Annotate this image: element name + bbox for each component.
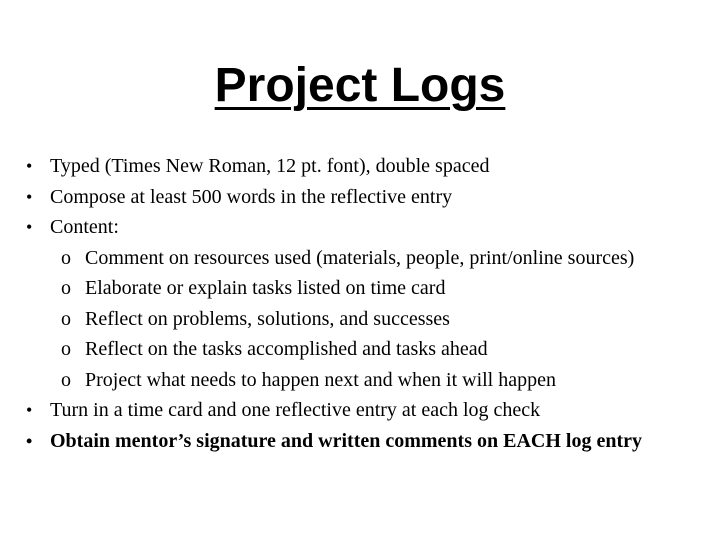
sub-list-item-text: Elaborate or explain tasks listed on time card xyxy=(85,277,446,299)
list-item-text: Typed (Times New Roman, 12 pt. font), double spaced xyxy=(50,155,490,177)
bullet-icon: • xyxy=(26,156,33,176)
sub-list-item-text: Reflect on problems, solutions, and successes xyxy=(85,307,450,330)
list-item xyxy=(0,151,720,182)
list-item xyxy=(0,182,720,213)
bullet-icon: • xyxy=(26,400,33,420)
list-item-text: Obtain mentor’s signature and written comments on EACH log entry xyxy=(50,429,643,452)
sub-list-item xyxy=(0,304,720,335)
sub-bullet-icon: o xyxy=(61,338,71,360)
sub-list-item-text: Reflect on the tasks accomplished and tasks ahead xyxy=(85,338,488,360)
sub-bullet-icon: o xyxy=(61,277,71,299)
list-item-text: Content: xyxy=(50,216,119,238)
sub-list-item-text: Project what needs to happen next and when it will happen xyxy=(85,368,556,391)
list-item-text: Compose at least 500 words in the reflective entry xyxy=(50,185,453,208)
bullet-icon: • xyxy=(26,430,33,451)
sub-list-item xyxy=(0,365,720,396)
bullet-icon: • xyxy=(26,217,33,237)
list-item xyxy=(0,426,720,457)
sub-bullet-icon: o xyxy=(61,307,71,330)
sub-bullet-icon: o xyxy=(61,368,71,391)
bullet-icon: • xyxy=(26,186,33,207)
list-item xyxy=(0,395,720,426)
bullet-list xyxy=(0,151,720,456)
sub-list-item xyxy=(0,334,720,365)
sub-list-item-text: Comment on resources used (materials, people, print/online sources) xyxy=(85,246,635,269)
sub-list-item xyxy=(0,243,720,274)
sub-list-item xyxy=(0,273,720,304)
sub-bullet-icon: o xyxy=(61,246,71,269)
slide-title: Project Logs xyxy=(214,59,506,112)
list-item xyxy=(0,212,720,243)
list-item-text: Turn in a time card and one reflective entry at each log check xyxy=(50,399,541,421)
